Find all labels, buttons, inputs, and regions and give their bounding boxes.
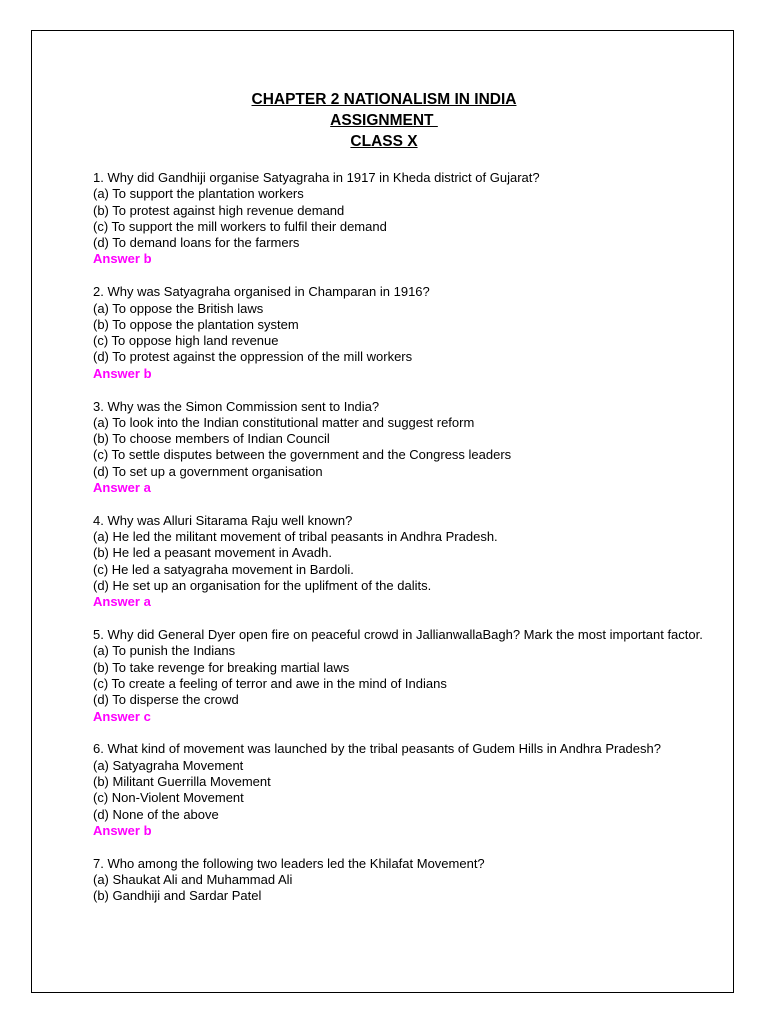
option-c: (c) To support the mill workers to fulfil their demand (93, 218, 387, 234)
option-d: (d) To demand loans for the farmers (93, 235, 300, 251)
question-block-3 (93, 399, 703, 497)
option-b: (b) To take revenge for breaking martial laws (93, 659, 350, 675)
question-block-7 (93, 856, 703, 905)
answer-label: Answer a (93, 594, 151, 610)
answer-label: Answer b (93, 822, 152, 838)
option-d: (d) To protest against the oppression of the mill workers (93, 349, 413, 365)
class-label: CLASS X (350, 133, 418, 150)
option-a: (a) To support the plantation workers (93, 186, 304, 202)
question-text: 6. What kind of movement was launched by the tribal peasants of Gudem Hills in Andhra Pradesh? (93, 741, 661, 757)
question-list (93, 170, 703, 921)
option-b: (b) To choose members of Indian Council (93, 431, 330, 447)
question-block-1 (93, 170, 703, 268)
question-text: 1. Why did Gandhiji organise Satyagraha in 1917 in Kheda district of Gujarat? (93, 170, 540, 185)
option-b: (b) To oppose the plantation system (93, 316, 299, 332)
option-d: (d) To set up a government organisation (93, 463, 323, 479)
question-block-5 (93, 627, 703, 725)
question-text: 7. Who among the following two leaders led the Khilafat Movement? (93, 855, 485, 871)
option-a: (a) Satyagraha Movement (93, 757, 244, 773)
answer-label: Answer c (93, 708, 151, 724)
option-b: (b) He led a peasant movement in Avadh. (93, 545, 332, 561)
option-a: (a) To punish the Indians (93, 643, 236, 659)
option-b: (b) Militant Guerrilla Movement (93, 774, 271, 789)
question-block-6 (93, 741, 703, 839)
option-c: (c) He led a satyagraha movement in Bardoli. (93, 561, 354, 577)
question-text: 5. Why did General Dyer open fire on peaceful crowd in JallianwallaBagh? Mark the most important factor. (93, 627, 703, 643)
option-b: (b) To protest against high revenue demand (93, 202, 345, 218)
option-a: (a) Shaukat Ali and Muhammad Ali (93, 871, 293, 887)
question-text: 4. Why was Alluri Sitarama Raju well known? (93, 512, 353, 528)
document-header (0, 89, 768, 152)
option-c: (c) Non-Violent Movement (93, 790, 244, 806)
question-text: 3. Why was the Simon Commission sent to India? (93, 398, 380, 414)
answer-label: Answer a (93, 480, 151, 496)
option-d: (d) None of the above (93, 806, 219, 822)
chapter-title: CHAPTER 2 NATIONALISM IN INDIA (251, 91, 517, 108)
option-a: (a) To oppose the British laws (93, 300, 264, 316)
option-b: (b) Gandhiji and Sardar Patel (93, 888, 262, 904)
option-a: (a) To look into the Indian constitutional matter and suggest reform (93, 414, 475, 430)
option-c: (c) To oppose high land revenue (93, 333, 279, 349)
option-c: (c) To create a feeling of terror and awe in the mind of Indians (93, 676, 447, 692)
option-d: (d) He set up an organisation for the uplifment of the dalits. (93, 578, 432, 594)
question-text: 2. Why was Satyagraha organised in Champaran in 1916? (93, 284, 430, 300)
assignment-label: ASSIGNMENT (330, 112, 438, 129)
option-d: (d) To disperse the crowd (93, 692, 239, 708)
option-c: (c) To settle disputes between the government and the Congress leaders (93, 447, 512, 463)
answer-label: Answer b (93, 365, 152, 381)
answer-label: Answer b (93, 251, 152, 267)
question-block-2 (93, 284, 703, 382)
option-a: (a) He led the militant movement of tribal peasants in Andhra Pradesh. (93, 529, 498, 545)
question-block-4 (93, 513, 703, 611)
